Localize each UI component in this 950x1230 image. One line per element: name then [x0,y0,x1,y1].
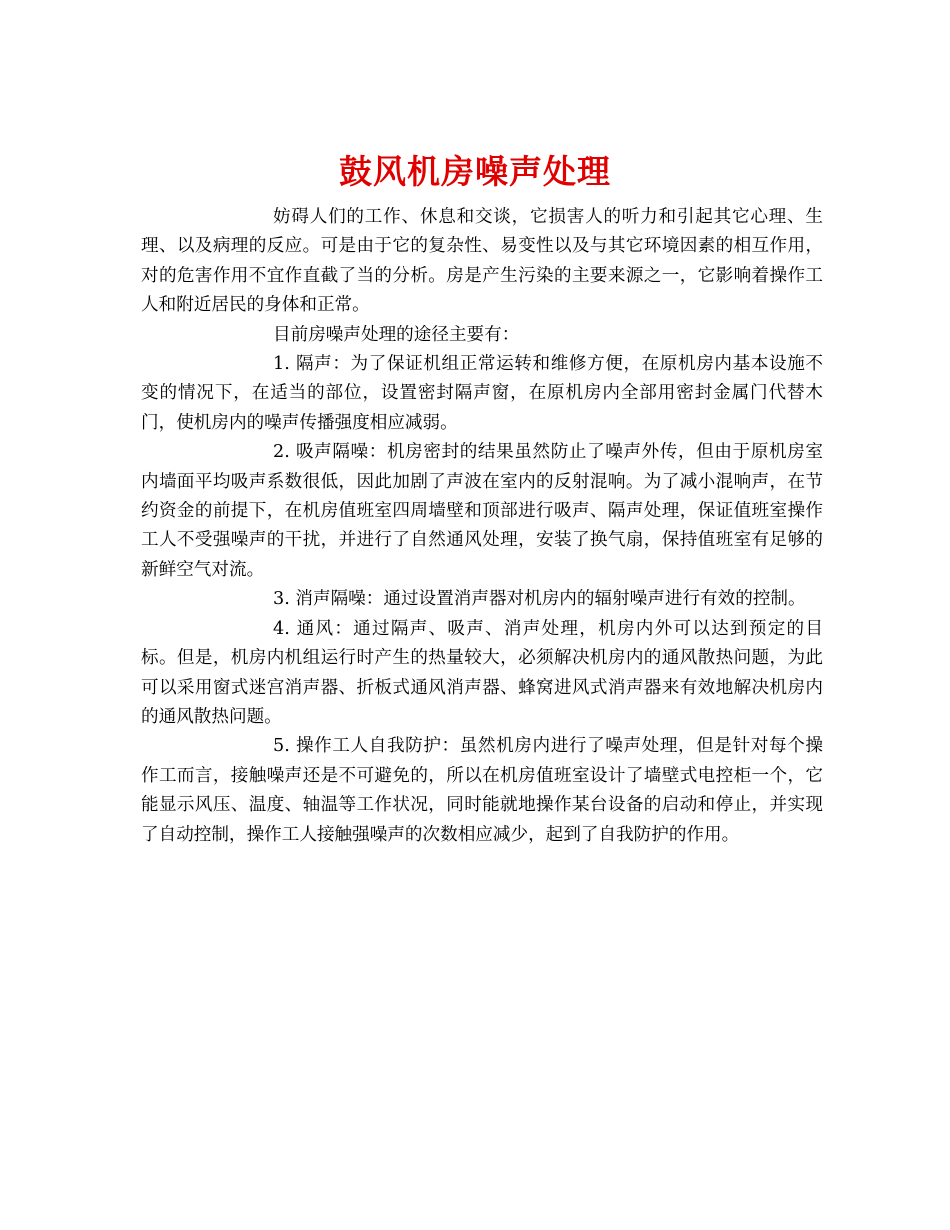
paragraph-intro: 妨碍人们的工作、休息和交谈，它损害人的听力和引起其它心理、生理、以及病理的反应。可是由于它的复杂性、易变性以及与其它环境因素的相互作用，对的危害作用不宜作直截了当的分析。房是产生污染的主要来源之一，它影响着操作工人和附近居民的身体和正常。 [141,207,823,316]
paragraph-item-5: 5. 操作工人自我防护：虽然机房内进行了噪声处理，但是针对每个操作工而言，接触噪声还是不可避免的，所以在机房值班室设计了墙壁式电控柜一个，它能显示风压、温度、轴温等工作状况，同时能就地操作某台设备的启动和停止，并实现了自动控制，操作工人接触强噪声的次数相应减少，起到了自我防护的作用。 [141,736,823,845]
document-title: 鼓风机房噪声处理 [339,152,611,192]
paragraph-methods-heading: 目前房噪声处理的途径主要有： [273,324,520,345]
paragraph-item-1: 1. 隔声：为了保证机组正常运转和维修方便，在原机房内基本设施不变的情况下，在适当的部位，设置密封隔声窗，在原机房内全部用密封金属门代替木门，使机房内的噪声传播强度相应减弱。 [141,354,823,433]
paragraph-item-4: 4. 通风：通过隔声、吸声、消声处理，机房内外可以达到预定的目标。但是，机房内机组运行时产生的热量较大，必须解决机房内的通风散热问题，为此可以采用窗式迷宫消声器、折板式通风消声器、蜂窝进风式消声器来有效地解决机房内的通风散热问题。 [141,618,823,727]
document-body [141,203,823,850]
paragraph-item-3: 3. 消声隔噪：通过设置消声器对机房内的辐射噪声进行有效的控制。 [273,589,806,610]
paragraph-item-2: 2. 吸声隔噪：机房密封的结果虽然防止了噪声外传，但由于原机房室内墙面平均吸声系数很低，因此加剧了声波在室内的反射混响。为了减小混响声，在节约资金的前提下，在机房值班室四周墙壁和顶部进行吸声、隔声处理，保证值班室操作工人不受强噪声的干扰，并进行了自然通风处理，安装了换气扇，保持值班室有足够的新鲜空气对流。 [141,442,823,580]
